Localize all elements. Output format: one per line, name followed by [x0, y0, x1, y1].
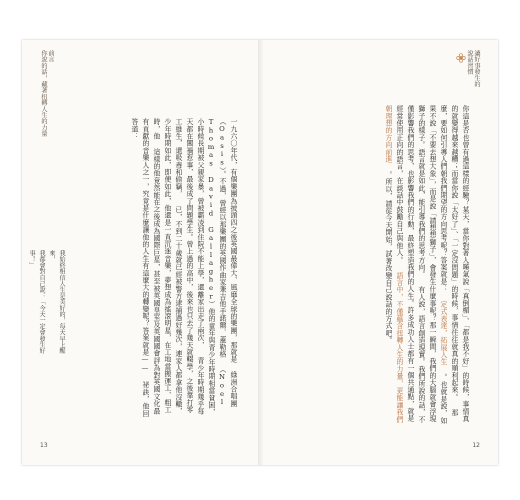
flower-ornament-icon — [456, 53, 466, 63]
left-paragraph-5: 已，不到二十歲就已經被警方逮捕過好幾次，連家人都拿他沒轍，少年時期如此，即便如此，他還是一直沉迷音樂，夢想成為搖滾明星，在工地當搬運工、粗工時，他 — [152, 118, 182, 415]
right-body-text — [274, 105, 470, 425]
right-text-1: 你這是否也曾有過這樣的經驗？某天，當你對著人嘆氣說「真倒楣」、「都是我不好」的時候，事情真的就變得越來越糟；而當你說「太好了」、「一定沒問題」的時候，事情往往就真的順利起來。 — [450, 105, 469, 423]
right-text-5: 。所以，請從今天開始，試著改變自己說話的方式吧。 — [384, 170, 392, 344]
left-body-text — [62, 118, 238, 418]
left-header-chapter: 前言 — [47, 50, 54, 63]
book-spread — [22, 40, 498, 465]
left-paragraph-1: 一九六〇年代，有個樂團為披頭四之後英國最偉大、風靡全球的樂團，那就是 — [229, 118, 237, 363]
left-page — [22, 40, 260, 465]
right-highlight-1: 定式表達，拓展人生 — [439, 300, 447, 366]
quote-line-1: 我始終相信人生是美好的，每天早上醒來， — [48, 250, 65, 354]
quote-line-2: 我都會對自己說：「今天一定會發生好事！」 — [28, 250, 45, 354]
right-header-line-2: 說話習慣 — [466, 50, 473, 75]
left-paragraph-4: 青少年時期幾乎每天都在闖禍惹事，最後成了問題學生。曾上過的高中，後來也只去了幾天就輟學，之後靠打零工維生，還吸毒和偷竊， — [174, 118, 204, 415]
right-header-line-1: 讓好事發生的 — [473, 50, 480, 88]
left-paragraph-3: （Noel Thomas David Gallagher）他的童年與青少年時期相當貧困，小時候長期被父親家暴，曾被霸凌到住院不能上學，還離家出走了兩次， — [196, 118, 226, 416]
left-paragraph-7: 祕訣，他回答道： — [130, 118, 149, 417]
right-text-4: 有人說，語言創造現實。我們所說的話，不僅影響我們的思考，也影響我們的行動，最終塑造我們的人生。許多成功人士都有一個共通點，就是經常使用正向的語言，在談話中鼓勵自己與他人。 — [395, 105, 425, 423]
right-text-2: 那麼，要如何引導人們朝我們期望的方向思考呢？答案就是： — [439, 105, 458, 417]
left-paragraph-6: 這樣的他竟然能在之後成為國際巨星，甚至被英國皇室及英國國會評為對英國文化最有貢獻的音樂人之一，究竟是什麼讓他的人生有這麼大的轉變呢？答案就是—— — [141, 118, 160, 415]
left-running-header — [40, 50, 54, 137]
left-header-title: 你說的話，藏著扭轉人生的力量 — [40, 50, 47, 137]
right-highlight-2: 語言中，不僅蘊含扭轉人生的力量，更能讓我們朝理想的方向前進 — [384, 105, 403, 423]
right-page — [260, 40, 498, 465]
right-page-number: 12 — [472, 442, 480, 449]
right-text-3: 。也就是說，如果不說「不要去想大象」，而是說「請想想獅子」，會發生什麼事呢？那一瞬間，我們的大腦就會浮現獅子的樣子。語言就是如此，能引導我們的思考方向。 — [417, 105, 447, 425]
right-running-header — [456, 50, 480, 87]
left-quote-block — [28, 250, 66, 360]
left-page-number: 13 — [40, 442, 48, 449]
left-paragraph-2: 綠洲合唱團（Oasis）。不過，曾經以那樂團的英國作曲家兼吉他手諾爾．蓋勒格 — [218, 118, 237, 408]
